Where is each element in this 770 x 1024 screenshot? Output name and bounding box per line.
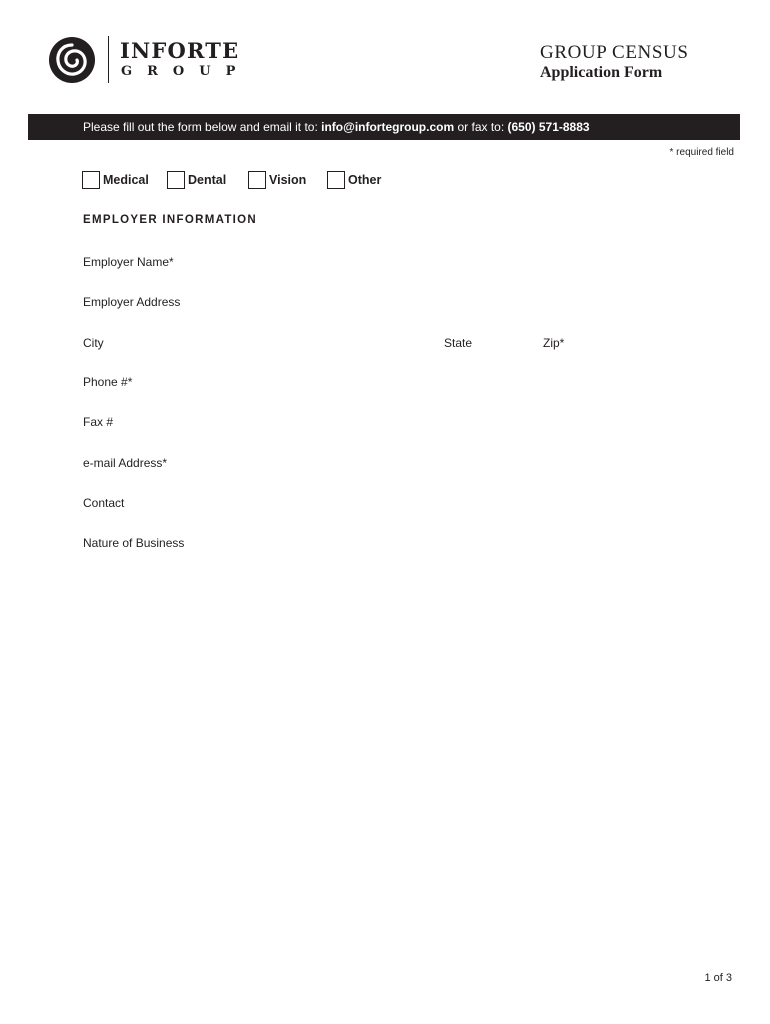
coverage-option-label: Dental (188, 173, 227, 187)
company-logo (48, 34, 251, 86)
employer-section-title: EMPLOYER INFORMATION (83, 214, 258, 226)
inforte-swirl-logo-icon (48, 36, 96, 84)
checkbox-icon[interactable] (167, 171, 185, 189)
coverage-option-label: Medical (103, 173, 149, 187)
zip-label: Zip* (543, 336, 565, 350)
state-label: State (444, 336, 473, 350)
coverage-option-label: Vision (269, 173, 307, 187)
contact-label: Contact (83, 496, 125, 510)
coverage-option-label: Other (348, 173, 382, 187)
employer-address-label: Employer Address (83, 295, 181, 309)
required-field-note: * required field (669, 147, 734, 158)
document-subtitle: Application Form (540, 64, 663, 81)
page-number: 1 of 3 (704, 972, 732, 984)
document-title: GROUP CENSUS (540, 42, 689, 63)
checkbox-icon[interactable] (327, 171, 345, 189)
instruction-banner (28, 114, 740, 140)
city-label: City (83, 336, 104, 350)
logo-tagline: GROUP (121, 64, 251, 79)
banner-prefix: Please fill out the form below and email it to: (83, 120, 322, 134)
logo-wordmark: INFORTE (120, 38, 240, 63)
checkbox-icon[interactable] (82, 171, 100, 189)
phone-label: Phone #* (83, 375, 133, 389)
logo-divider (108, 36, 109, 83)
email-label: e-mail Address* (83, 456, 168, 470)
fax-label: Fax # (83, 415, 114, 429)
banner-email-link[interactable]: info@infortegroup.com (321, 120, 455, 134)
checkbox-icon[interactable] (248, 171, 266, 189)
nature-of-business-label: Nature of Business (83, 536, 185, 550)
banner-middle: or fax to: (454, 120, 508, 134)
banner-fax-number: (650) 571-8883 (507, 120, 590, 134)
employer-name-label: Employer Name* (83, 255, 174, 269)
